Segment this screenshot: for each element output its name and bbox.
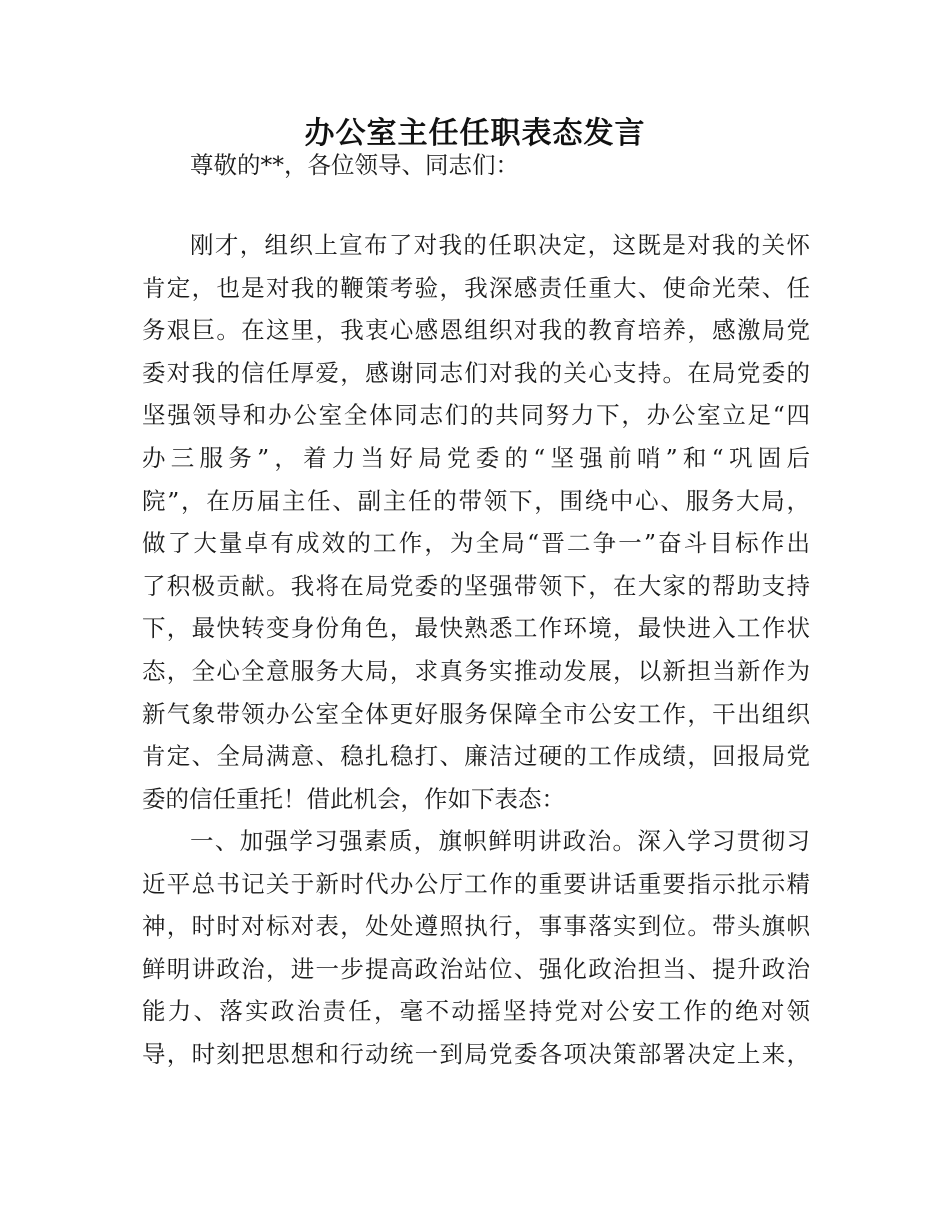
paragraph-line: 能力、落实政治责任，毫不动摇坚持党对公安工作的绝对领 <box>142 997 810 1026</box>
salutation <box>142 144 810 187</box>
paragraph-line: 鲜明讲政治，进一步提高政治站位、强化政治担当、提升政治 <box>142 954 810 983</box>
paragraph-line: 导，时刻把思想和行动统一到局党委各项决策部署决定上来， <box>142 1039 810 1068</box>
paragraph-line: 近平总书记关于新时代办公厅工作的重要讲话重要指示批示精 <box>142 869 810 898</box>
paragraph-line: 下，最快转变身份角色，最快熟悉工作环境，最快进入工作状 <box>142 614 810 643</box>
paragraph-line: 肯定、全局满意、稳扎稳打、廉洁过硬的工作成绩，回报局党 <box>142 742 810 771</box>
paragraph-line: 态，全心全意服务大局，求真务实推动发展，以新担当新作为 <box>142 656 810 685</box>
paragraph-line: 务艰巨。在这里，我衷心感恩组织对我的教育培养，感激局党 <box>142 316 810 345</box>
paragraph-line: 委对我的信任厚爱，感谢同志们对我的关心支持。在局党委的 <box>142 358 810 387</box>
paragraph-line: 肯定，也是对我的鞭策考验，我深感责任重大、使命光荣、任 <box>142 273 810 302</box>
paragraph-2 <box>142 820 810 1076</box>
paragraph-line: 坚强领导和办公室全体同志们的共同努力下，办公室立足“四 <box>142 401 810 430</box>
paragraph-line: 了积极贡献。我将在局党委的坚强带领下，在大家的帮助支持 <box>142 571 810 600</box>
document-title: 办公室主任任职表态发言 <box>304 116 646 151</box>
paragraph-line: 院”，在历届主任、副主任的带领下，围绕中心、服务大局， <box>142 486 810 515</box>
paragraph-line: 新气象带领办公室全体更好服务保障全市公安工作，干出组织 <box>142 699 810 728</box>
paragraph-line: 刚才，组织上宣布了对我的任职决定，这既是对我的关怀 <box>190 231 810 259</box>
paragraph-line: 做了大量卓有成效的工作，为全局“晋二争一”奋斗目标作出 <box>142 529 810 558</box>
paragraph-line: 委的信任重托！借此机会，作如下表态： <box>142 784 565 813</box>
paragraph-line: 神，时时对标对表，处处遵照执行，事事落实到位。带头旗帜 <box>142 912 810 941</box>
salutation-line: 尊敬的**，各位领导、同志们： <box>190 151 519 179</box>
paragraph-line: 一、加强学习强素质，旗帜鲜明讲政治。深入学习贯彻习 <box>190 827 810 855</box>
paragraph-1 <box>142 224 810 820</box>
paragraph-line: 办三服务”，着力当好局党委的“坚强前哨”和“巩固后 <box>142 443 810 472</box>
